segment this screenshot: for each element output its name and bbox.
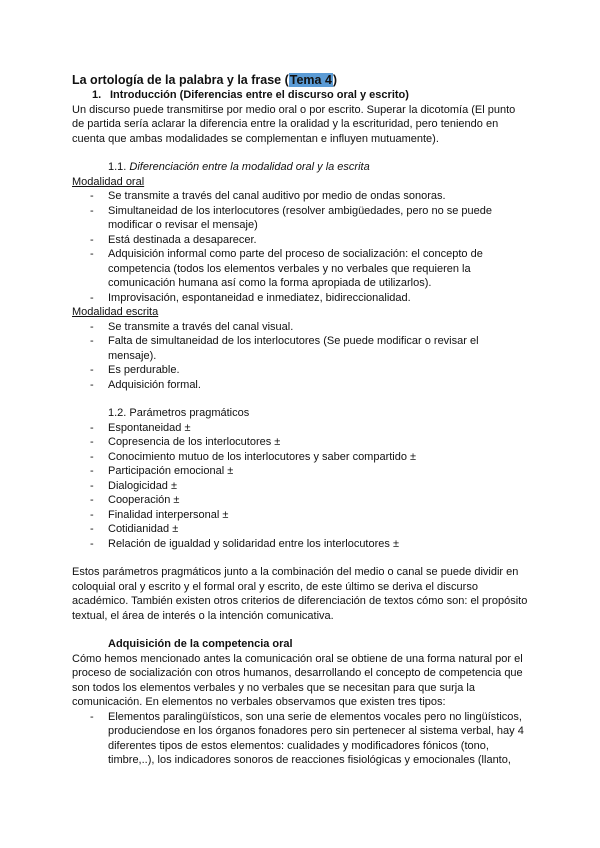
section2-paragraph: Cómo hemos mencionado antes la comunicación oral se obtiene de una forma natural por el proceso de socialización con otros humanos, desarrollando el concepto de competencia que son todos los elementos verbales y no verbales que se necesitan para que surja la comunicación. En elementos no verbales observamos que existen tres tipos: [72, 652, 523, 708]
document-page [72, 72, 528, 768]
section2-heading: Adquisición de la competencia oral [108, 638, 293, 650]
subsection1-number: 1.1. [108, 161, 127, 173]
list-item: - Adquisición informal como parte del proceso de socialización: el concepto de competencia (todos los elementos verbales y no verbales que requieren la comunicación humana así como la forma apropiada de utilizarlos). [72, 247, 528, 291]
list-item: - Se transmite a través del canal auditivo por medio de ondas sonoras. [72, 189, 528, 204]
spacer [72, 392, 528, 406]
list-item: - Se transmite a través del canal visual. [72, 320, 528, 335]
list-item: - Adquisición formal. [72, 378, 528, 393]
oral-heading: Modalidad oral [72, 175, 145, 188]
list-item: - Copresencia de los interlocutores ± [72, 435, 528, 450]
written-list [72, 320, 528, 393]
spacer [72, 623, 528, 637]
title-end: ) [332, 73, 338, 87]
list-item: - Es perdurable. [72, 363, 528, 378]
title-text: La ortología de la palabra y la frase ( [72, 73, 289, 87]
list-item: - Cotidianidad ± [72, 522, 528, 537]
list-item: - Relación de igualdad y solidaridad entre los interlocutores ± [72, 537, 528, 552]
subsection2-heading: 1.2. Parámetros pragmáticos [108, 407, 250, 419]
section1-heading [92, 88, 528, 103]
list-item: - Finalidad interpersonal ± [72, 508, 528, 523]
list-item: - Improvisación, espontaneidad e inmediatez, bidireccionalidad. [72, 291, 528, 306]
list-item: - Espontaneidad ± [72, 421, 528, 436]
section1-number: 1. [92, 89, 102, 101]
spacer [72, 551, 528, 565]
spacer [72, 146, 528, 160]
title-highlight: Tema 4 [289, 73, 332, 87]
list-item: - Simultaneidad de los interlocutores (resolver ambigüedades, pero no se puede modificar o revisar el mensaje) [72, 204, 528, 233]
subsection1-heading [108, 160, 528, 175]
pragmatic-list [72, 421, 528, 552]
section1-heading-text: Introducción (Diferencias entre el discurso oral y escrito) [110, 89, 409, 101]
written-heading: Modalidad escrita [72, 306, 159, 318]
list-item: - Dialogicidad ± [72, 479, 528, 494]
subsection1-heading-text: Diferenciación entre la modalidad oral y la escrita [129, 161, 370, 173]
list-item: - Elementos paralingüísticos, son una serie de elementos vocales pero no lingüísticos, produciendose en los órganos fonadores pero sin pertenecer al sistema verbal, hay 4 diferentes tipos de estos elementos: cualidades y modificadores fónicos (tono, timbre,..), los indicadores sonoros de reacciones fisiológicas y emocionales (llanto, [72, 710, 528, 768]
oral-list [72, 189, 528, 305]
section1-paragraph: Un discurso puede transmitirse por medio oral o por escrito. Superar la dicotomía (El punto de partida sería aclarar la diferencia entre la oralidad y la escrituridad, pero teniendo en cuenta que ambas modalidades se complementan e influyen mutuamente). [72, 103, 516, 145]
list-item: - Falta de simultaneidad de los interlocutores (Se puede modificar o revisar el mensaje). [72, 334, 528, 363]
document-title [72, 72, 528, 88]
pragmatic-paragraph: Estos parámetros pragmáticos junto a la combinación del medio o canal se puede dividir en coloquial oral y escrito y el formal oral y escrito, de este último se deriva el discurso académico. También existen otros criterios de diferenciación de textos cómo son: el propósito textual, el área de interés o la intención comunicativa. [72, 566, 528, 622]
nonverbal-list [72, 710, 528, 768]
list-item: - Conocimiento mutuo de los interlocutores y saber compartido ± [72, 450, 528, 465]
list-item: - Está destinada a desaparecer. [72, 233, 528, 248]
list-item: - Cooperación ± [72, 493, 528, 508]
list-item: - Participación emocional ± [72, 464, 528, 479]
